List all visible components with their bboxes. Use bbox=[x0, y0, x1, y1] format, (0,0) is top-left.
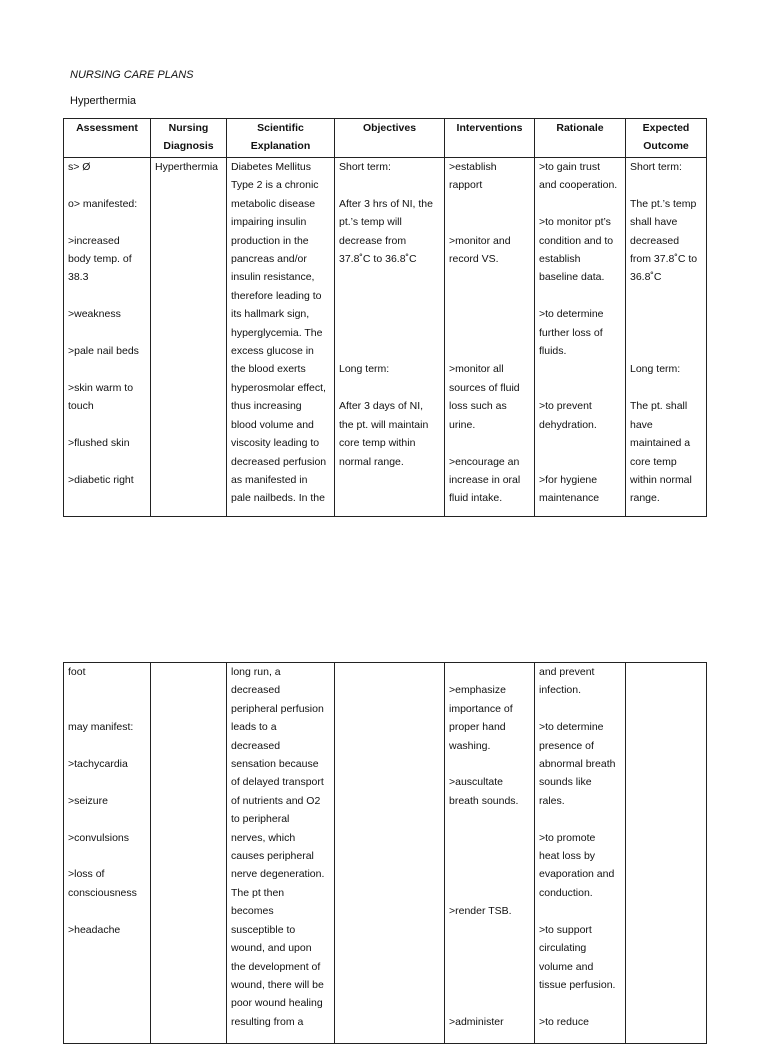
header-objectives: Objectives bbox=[335, 119, 445, 158]
cell-interventions: >establish rapport >monitor and record VS. >monitor all sources of fluid loss such as urine. >encourage an increase in oral fluid intake. bbox=[445, 158, 535, 517]
cell-nursing-diagnosis: Hyperthermia bbox=[151, 158, 227, 517]
care-plan-table-page2 bbox=[63, 662, 707, 1044]
table-row bbox=[64, 158, 707, 517]
cell-assessment: foot may manifest: >tachycardia >seizure >convulsions >loss of consciousness >headache bbox=[64, 663, 151, 1044]
cell-assessment: s> Ø o> manifested: >increased body temp. of 38.3 >weakness >pale nail beds >skin warm to touch >flushed skin >diabetic right bbox=[64, 158, 151, 517]
document-title: NURSING CARE PLANS bbox=[70, 69, 194, 81]
cell-objectives bbox=[335, 663, 445, 1044]
care-plan-table-page1 bbox=[63, 118, 707, 517]
header-scientific-explanation: Scientific Explanation bbox=[227, 119, 335, 158]
cell-expected-outcome bbox=[626, 663, 707, 1044]
table-row bbox=[64, 663, 707, 1044]
cell-expected-outcome: Short term: The pt.’s temp shall have decreased from 37.8˚C to 36.8˚C Long term: The pt. shall have maintained a core temp within normal range. bbox=[626, 158, 707, 517]
header-nursing-diagnosis: Nursing Diagnosis bbox=[151, 119, 227, 158]
cell-objectives: Short term: After 3 hrs of NI, the pt.’s temp will decrease from 37.8˚C to 36.8˚C Long term: After 3 days of NI, the pt. will maintain core temp within normal range. bbox=[335, 158, 445, 517]
document-subtitle: Hyperthermia bbox=[70, 95, 137, 107]
cell-rationale: >to gain trust and cooperation. >to monitor pt’s condition and to establish baseline data. >to determine further loss of fluids. >to prevent dehydration. >for hygiene maintenance bbox=[535, 158, 626, 517]
header-expected-outcome: Expected Outcome bbox=[626, 119, 707, 158]
cell-scientific-explanation: Diabetes Mellitus Type 2 is a chronic metabolic disease impairing insulin production in the pancreas and/or insulin resistance, therefore leading to its hallmark sign, hyperglycemia. The excess glucose in the blood exerts hyperosmolar effect, thus increasing blood volume and viscosity leading to decreased perfusion as manifested in pale nailbeds. In the bbox=[227, 158, 335, 517]
header-interventions: Interventions bbox=[445, 119, 535, 158]
cell-nursing-diagnosis bbox=[151, 663, 227, 1044]
cell-interventions: >emphasize importance of proper hand washing. >auscultate breath sounds. >render TSB. >administer bbox=[445, 663, 535, 1044]
header-assessment: Assessment bbox=[64, 119, 151, 158]
cell-scientific-explanation: long run, a decreased peripheral perfusion leads to a decreased sensation because of delayed transport of nutrients and O2 to peripheral nerves, which causes peripheral nerve degeneration. The pt then becomes susceptible to wound, and upon the development of wound, there will be poor wound healing resulting from a bbox=[227, 663, 335, 1044]
table-header-row bbox=[64, 119, 707, 158]
header-rationale: Rationale bbox=[535, 119, 626, 158]
cell-rationale: and prevent infection. >to determine presence of abnormal breath sounds like rales. >to promote heat loss by evaporation and conduction. >to support circulating volume and tissue perfusion. >to reduce bbox=[535, 663, 626, 1044]
